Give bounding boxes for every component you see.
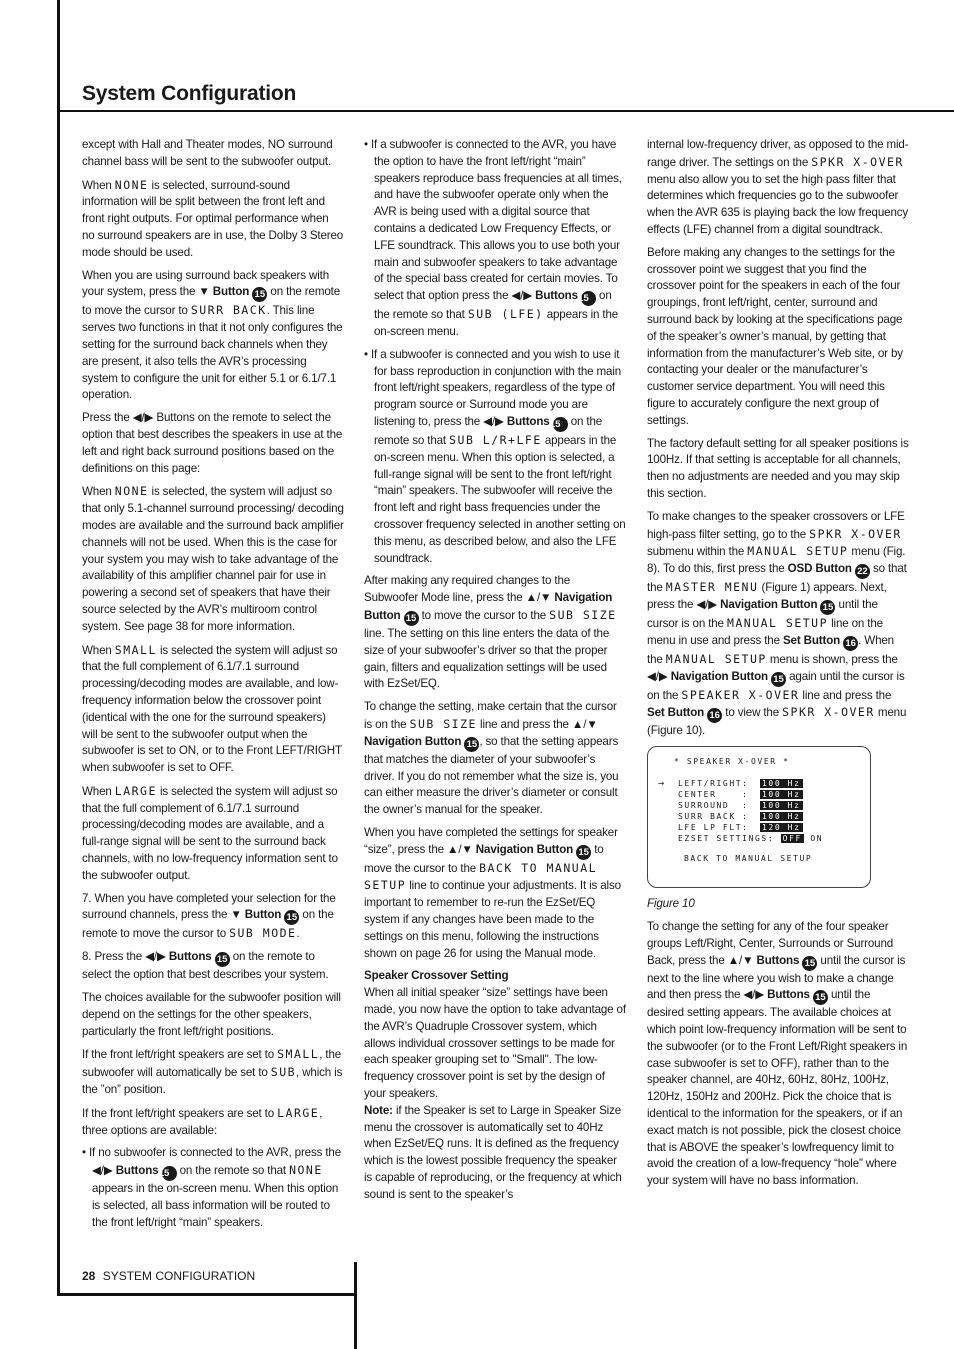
bullet-item: • If a subwoofer is connected and you wish to use it for bass reproduction in conjunction with the main front left/right speakers, regardless of the type of program source or Surround mode you are listening to, press the ◀/▶ Buttons 15 on the remote so that SUB L/R+LFE appears in the on-screen menu. When this option is selected, a full-range signal will be sent to the front left/right “main” speakers. The subwoofer will receive the front left and right bass frequencies under the crossover frequency selected in another setting on this menu, as described below, and also the LFE soundtrack. [364, 347, 626, 565]
section-heading: Speaker Crossover Setting [364, 969, 509, 983]
osd-value: 120 Hz [762, 823, 801, 833]
button-number-icon: 15 [284, 910, 299, 925]
paragraph: To change the setting for any of the four speaker groups Left/Right, Center, Surrounds or Surround Back, press the ▲/▼ Buttons 15 until the cursor is next to the line where you wish to make a change and then press the ◀/▶ Buttons 15 until the desired setting appears. The available choices at which point low-frequency information will be sent to the subwoofer (or to the Front Left/Right speakers in case subwoofer is set to OFF), rather than to the speaker channel, are 40Hz, 60Hz, 80Hz, 100Hz, 120Hz, 150Hz and 200Hz. Pick the choice that is identical to the information for the speakers, or if an exact match is not possible, pick the closest choice that is ABOVE the speaker’s lowfrequency limit to avoid the creation of a low-frequency “hole” where your system will have no bass information. [647, 919, 908, 1188]
paragraph: When you have completed the settings for speaker “size”, press the ▲/▼ Navigation Button 15 to move the cursor to the BACK TO MANUAL SETUP line to continue your adjustments. It is also important to remember to re-run the EzSet/EQ system if any changes have been made to the settings on this menu, following the instructions shown on page 26 for using the Manual mode. [364, 825, 621, 960]
osd-value: 100 Hz [762, 812, 801, 822]
osd-row: CENTER : 100 Hz [678, 790, 801, 800]
button-number-icon: 15 [813, 990, 828, 1005]
button-number-icon: 15 [802, 956, 817, 971]
paragraph: When LARGE is selected the system will adjust so that the full complement of 6.1/7.1 surround processing/decoding modes are available, and a full-range signal will be sent to the surround back channels, with no low-frequency information sent to the subwoofer output. [82, 783, 338, 882]
paragraph: internal low-frequency driver, as opposed to the mid-range driver. The settings on the SPKR X-OVER menu also allow you to set the high pass filter that determines which frequencies go to the subwoofer when the AVR 635 is playing back the low frequency effects (LFE) channel from a digital soundtrack. [647, 138, 909, 236]
osd-value: OFF [782, 834, 802, 844]
button-number-icon: 15 [771, 672, 786, 687]
text-column-1 [82, 137, 344, 1238]
step-7: 7. When you have completed your selection for the surround channels, press the ▼ Button 15 on the remote to move the cursor to SUB MODE. [82, 891, 336, 941]
osd-value: 100 Hz [762, 790, 801, 800]
button-number-icon: 15 [252, 287, 267, 302]
button-number-icon: 15 [581, 291, 596, 306]
bullet-item: • If no subwoofer is connected to the AVR, press the ◀/▶ Buttons 15 on the remote so that NONE appears in the on-screen menu. When this option is selected, all bass information will be routed to the front left/right “main” speakers. [82, 1146, 341, 1229]
button-number-icon: 15 [162, 1166, 177, 1181]
button-number-icon: 15 [820, 600, 835, 615]
osd-row: SURROUND : 100 Hz [678, 801, 801, 811]
paragraph: except with Hall and Theater modes, NO surround channel bass will be sent to the subwoofer output. [82, 138, 333, 168]
header-rule [57, 110, 954, 112]
paragraph: Speaker Crossover Setting When all initial speaker “size” settings have been made, you now have the option to take advantage of the AVR’s Quadruple Crossover system, which allows individual crossover settings to be made for each speaker grouping set to "Small". The low-frequency crossover point is set by the design of your speakers. Note: if the Speaker is set to Large in Speaker Size menu the crossover is automatically set to 40Hz when EzSet/EQ runs. It is defined as the frequency which is the lowest possible frequency the speaker is capable of reproducing, or the frequency at which sound is sent to the speaker’s [364, 969, 626, 1201]
bullet-item: • If a subwoofer is connected to the AVR, you have the option to have the front left/right “main” speakers reproduce bass frequencies at all times, and have the subwoofer operate only when the AVR is being used with a digital source that contains a dedicated Low Frequency Effects, or LFE soundtrack. This allows you to use both your main and subwoofer speakers to take advantage of the special bass created for certain movies. To select that option press the ◀/▶ Buttons 15 on the remote so that SUB (LFE) appears in the on-screen menu. [364, 138, 622, 338]
button-number-icon: 16 [843, 636, 858, 651]
paragraph: When SMALL is selected the system will adjust so that the full complement of 6.1/7.1 surround processing/decoding modes are available, and low-frequency information below the crossover point (identical with the one for the surround speakers) will be sent to the subwoofer output when the subwoofer is set to ON, or to the Front LEFT/RIGHT when subwoofer is set to OFF. [82, 642, 342, 775]
footer-section: SYSTEM CONFIGURATION [102, 1269, 256, 1283]
osd-row: LFE LP FLT: 120 Hz [678, 823, 801, 833]
osd-back-line: BACK TO MANUAL SETUP [684, 854, 813, 864]
footer-vertical-rule [354, 1262, 357, 1349]
osd-value: 100 Hz [762, 801, 801, 811]
step-8: 8. Press the ◀/▶ Buttons 15 on the remote to select the option that best describes your system. [82, 950, 329, 982]
paragraph: The factory default setting for all speaker positions is 100Hz. If that setting is acceptable for all channels, then no adjustments are needed and you may skip this section. [647, 436, 909, 500]
paragraph: The choices available for the subwoofer position will depend on the settings for the other speakers, particularly the front left/right positions. [82, 991, 341, 1038]
paragraph: After making any required changes to the Subwoofer Mode line, press the ▲/▼ Navigation Button 15 to move the cursor to the SUB SIZE line. The setting on this line enters the data of the size of your subwoofer’s driver so that the proper gain, filters and equalization settings will be used with EzSet/EQ. [364, 574, 617, 691]
button-number-icon: 15 [553, 417, 568, 432]
osd-row: → LEFT/RIGHT: 100 Hz [658, 778, 801, 790]
cursor-arrow-icon: → [658, 778, 665, 790]
paragraph: Press the ◀/▶ Buttons on the remote to select the option that best describes the speakers in use at the left and right back surround positions based on the definitions on this page: [82, 411, 343, 475]
button-number-icon: 15 [464, 737, 479, 752]
osd-row: EZSET SETTINGS: OFF ON [678, 834, 824, 844]
button-number-icon: 15 [404, 611, 419, 626]
left-margin-rule [57, 0, 60, 1295]
paragraph: When NONE is selected, surround-sound information will be split between the front left and front right outputs. For optimal performance when no surround speakers are in use, the Dolby 3 Stereo mode should be used. [82, 177, 344, 259]
figure-caption: Figure 10 [647, 897, 695, 911]
text-column-2 [364, 137, 626, 1210]
paragraph: To change the setting, make certain that the cursor is on the SUB SIZE line and press the ▲/▼ Navigation Button 15 , so that the setting appears that matches the diameter of your subwoofer’s driver. If you do not remember what the size is, you can either measure the driver’s diameter or consult the owner’s manual for the speaker. [364, 700, 619, 817]
osd-menu-rows [658, 778, 823, 844]
button-number-icon: 15 [215, 952, 230, 967]
paragraph: When NONE is selected, the system will adjust so that only 5.1-channel surround processing/ decoding modes are available and the surround back amplifier channels will not be used. When this is the case for your system you may wish to take advantage of the availability of this amplifier channel pair for use in powering a second set of speakers that have their source selected by the AVR’s multiroom control system. See page 38 for more information. [82, 484, 344, 633]
text-column-3 [647, 137, 909, 1196]
footer-horizontal-rule [57, 1293, 357, 1296]
page-footer [82, 1269, 255, 1283]
osd-row: SURR BACK : 100 Hz [678, 812, 801, 822]
paragraph: To make changes to the speaker crossovers or LFE high-pass filter setting, go to the SPKR X-OVER submenu within the MANUAL SETUP menu (Fig. 8). To do this, first press the OSD Button 22 so that the MASTER MENU (Figure 1) appears. Next, press the ◀/▶ Navigation Button 15 until the cursor is on the MANUAL SETUP line on the menu in use and press the Set Button 16 . When the MANUAL SETUP menu is shown, press the ◀/▶ Navigation Button 15 again until the cursor is on the SPEAKER X-OVER line and press the Set Button 16 to view the SPKR X-OVER menu (Figure 10). [647, 509, 907, 738]
page-number: 28 [82, 1269, 96, 1283]
paragraph: If the front left/right speakers are set to LARGE, three options are available: [82, 1105, 323, 1137]
paragraph: When you are using surround back speakers with your system, press the ▼ Button 15 on the remote to move the cursor to SURR BACK. This line serves two functions in that it not only configures the setting for the surround back channels when they are present, it also tells the AVR’s processing system to configure the unit for either 5.1 or 6.1/7.1 operation. [82, 268, 343, 402]
osd-title: * SPEAKER X-OVER * [674, 757, 790, 767]
button-number-icon: 16 [707, 708, 722, 723]
osd-value: 100 Hz [762, 779, 801, 789]
button-number-icon: 15 [576, 845, 591, 860]
osd-screen-figure [647, 746, 871, 888]
button-number-icon: 22 [855, 564, 870, 579]
paragraph: Before making any changes to the settings for the crossover point we suggest that you find the crossover point for the speakers in each of the four groupings, front left/right, center, surround and surround back by looking at the specifications page of the speaker’s owner’s manual, by getting that information from the manufacturer’s Web site, or by contacting your dealer or the manufacturer’s customer service department. You will need this figure to accurately configure the next group of settings. [647, 245, 903, 427]
page-title: System Configuration [82, 82, 297, 105]
paragraph: If the front left/right speakers are set to SMALL, the subwoofer will automatically be set to SUB, which is the ”on” position. [82, 1047, 343, 1097]
